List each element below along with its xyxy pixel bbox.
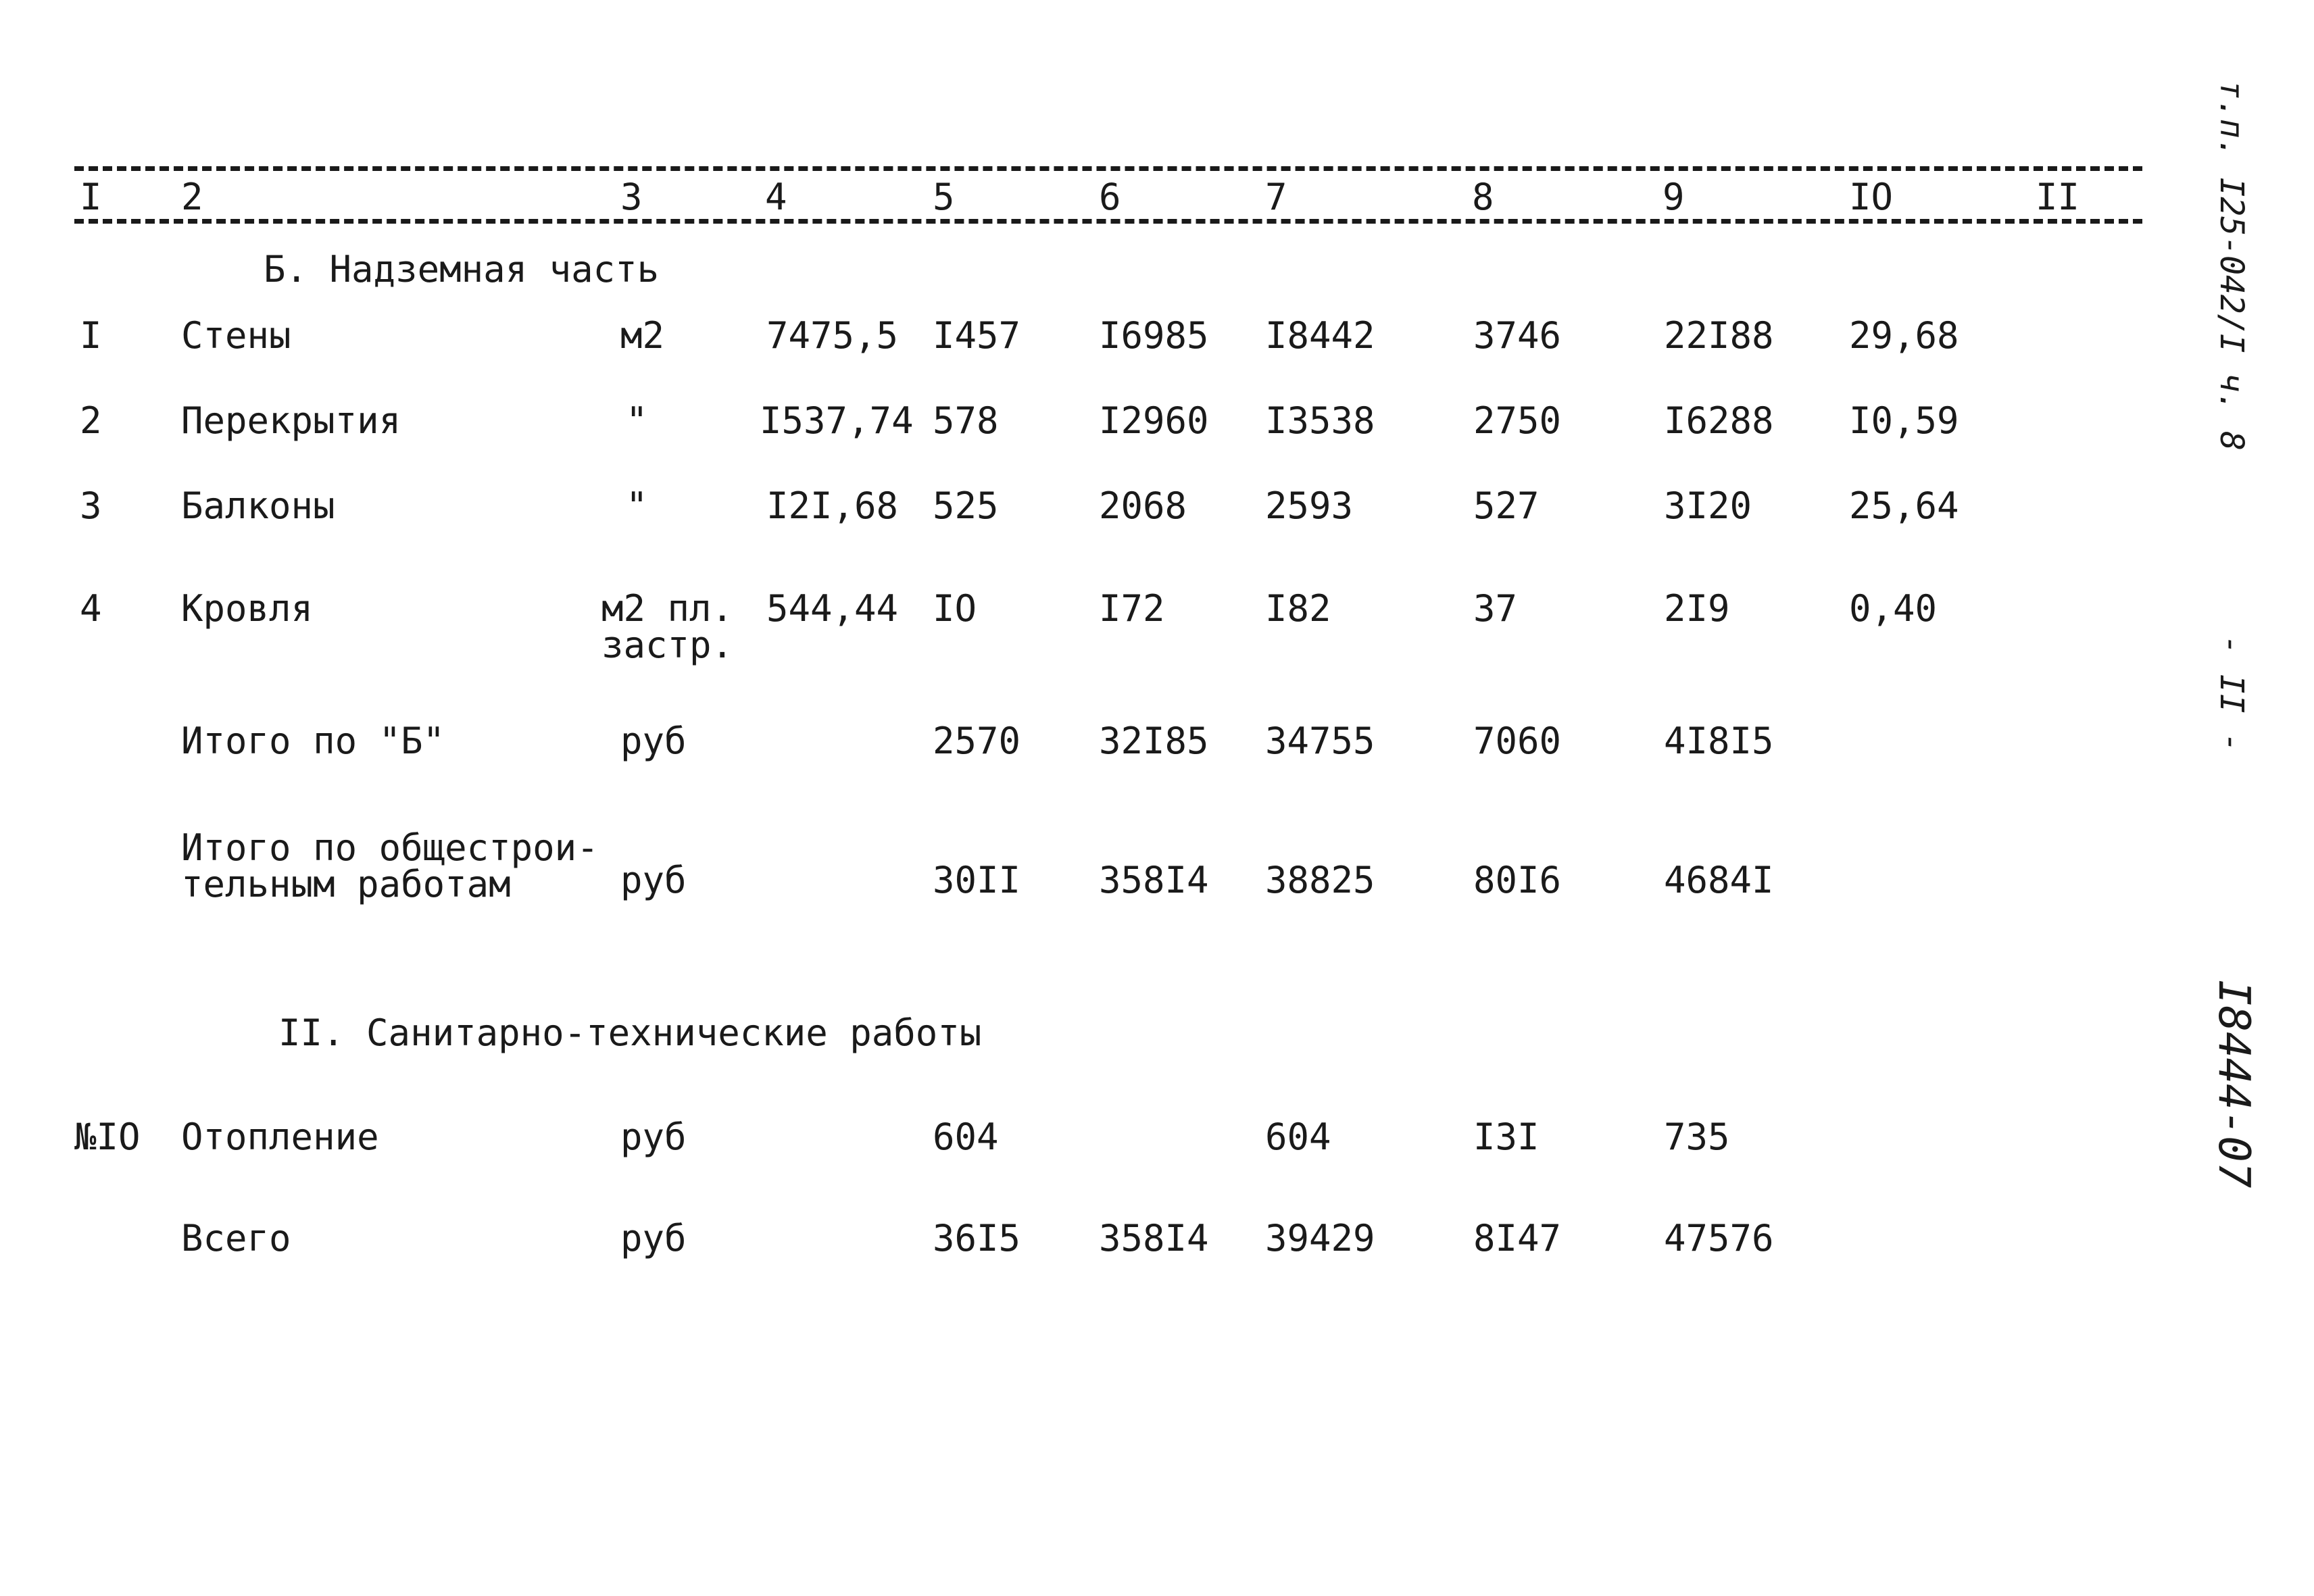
total-all-col9: 47576: [1664, 1217, 1774, 1260]
row-col5: 525: [933, 484, 999, 527]
margin-stamp-number: I8444-07: [2209, 980, 2259, 1189]
col-header-3: 3: [620, 176, 643, 218]
row-col10: I0,59: [1849, 399, 1959, 442]
heating-col5: 604: [933, 1116, 999, 1158]
total-all-col5: 36I5: [933, 1217, 1021, 1260]
row-col6: I2960: [1099, 399, 1209, 442]
total-all-label: Всего: [181, 1217, 291, 1260]
total-general-col6: 358I4: [1099, 859, 1209, 901]
row-col5: I457: [933, 314, 1021, 357]
total-b-col7: 34755: [1265, 720, 1375, 762]
row-col4: I2I,68: [766, 484, 899, 527]
row-col9: 2I9: [1664, 587, 1730, 630]
row-col6: 2068: [1099, 484, 1187, 527]
total-b-col6: 32I85: [1099, 720, 1209, 762]
row-col4: 7475,5: [766, 314, 899, 357]
col-header-2: 2: [181, 176, 203, 218]
section-title-ii: II. Санитарно-технические работы: [278, 1012, 982, 1054]
total-b-col8: 7060: [1473, 720, 1562, 762]
row-number: I: [80, 314, 102, 357]
col-header-10: IO: [1849, 176, 1894, 218]
row-col10: 25,64: [1849, 484, 1959, 527]
heating-unit: руб: [620, 1116, 687, 1158]
col-header-9: 9: [1663, 176, 1685, 218]
row-col7: I8442: [1265, 314, 1375, 357]
row-name: Перекрытия: [181, 399, 401, 442]
col-header-4: 4: [765, 176, 787, 218]
row-col9: 22I88: [1664, 314, 1774, 357]
total-b-label: Итого по "Б": [181, 720, 445, 762]
row-col5: IO: [933, 587, 977, 630]
col-header-11: II: [2036, 176, 2080, 218]
total-general-label: Итого по общестрои- тельным работам: [181, 826, 599, 905]
row-unit: м2 пл. застр.: [601, 587, 734, 666]
row-col10: 0,40: [1849, 587, 1938, 630]
section-title-b: Б. Надземная часть: [264, 248, 660, 291]
row-name: Стены: [181, 314, 291, 357]
total-b-col5: 2570: [933, 720, 1021, 762]
row-col4: 544,44: [766, 587, 899, 630]
heating-col9: 735: [1664, 1116, 1730, 1158]
row-col10: 29,68: [1849, 314, 1959, 357]
row-col9: I6288: [1664, 399, 1774, 442]
row-col5: 578: [933, 399, 999, 442]
row-number: 3: [80, 484, 102, 527]
total-b-col9: 4I8I5: [1664, 720, 1774, 762]
total-all-col7: 39429: [1265, 1217, 1375, 1260]
row-name: Кровля: [181, 587, 314, 630]
total-general-col5: 30II: [933, 859, 1021, 901]
header-rule-bottom: [74, 219, 2142, 224]
col-header-7: 7: [1265, 176, 1287, 218]
col-header-6: 6: [1099, 176, 1121, 218]
row-number: 4: [80, 587, 102, 630]
row-col4: I537,74: [760, 399, 914, 442]
heating-col8: I3I: [1473, 1116, 1540, 1158]
total-all-col6: 358I4: [1099, 1217, 1209, 1260]
row-col8: 527: [1473, 484, 1540, 527]
row-number: 2: [80, 399, 102, 442]
total-general-unit: руб: [620, 859, 687, 901]
col-header-1: I: [80, 176, 102, 218]
margin-page-number: - II -: [2213, 635, 2250, 753]
col-header-5: 5: [933, 176, 955, 218]
row-unit: ": [626, 484, 648, 527]
total-b-unit: руб: [620, 720, 687, 762]
row-col8: 3746: [1473, 314, 1562, 357]
total-general-col8: 80I6: [1473, 859, 1562, 901]
heating-label: Отопление: [181, 1116, 379, 1158]
total-all-col8: 8I47: [1473, 1217, 1562, 1260]
header-rule-top: [74, 166, 2142, 171]
row-col7: I82: [1265, 587, 1331, 630]
row-unit: м2: [620, 314, 665, 357]
total-general-col9: 4684I: [1664, 859, 1774, 901]
row-col6: I72: [1099, 587, 1165, 630]
row-col8: 2750: [1473, 399, 1562, 442]
heating-col7: 604: [1265, 1116, 1331, 1158]
row-unit: ": [626, 399, 648, 442]
total-all-unit: руб: [620, 1217, 687, 1260]
total-general-col7: 38825: [1265, 859, 1375, 901]
row-col7: I3538: [1265, 399, 1375, 442]
row-col8: 37: [1473, 587, 1518, 630]
row-name: Балконы: [181, 484, 335, 527]
row-col6: I6985: [1099, 314, 1209, 357]
row-col9: 3I20: [1664, 484, 1752, 527]
margin-doc-reference: т.п. I25-042/I ч. 8: [2213, 80, 2250, 451]
col-header-8: 8: [1472, 176, 1494, 218]
row-col7: 2593: [1265, 484, 1354, 527]
heating-number: №IO: [74, 1116, 141, 1158]
